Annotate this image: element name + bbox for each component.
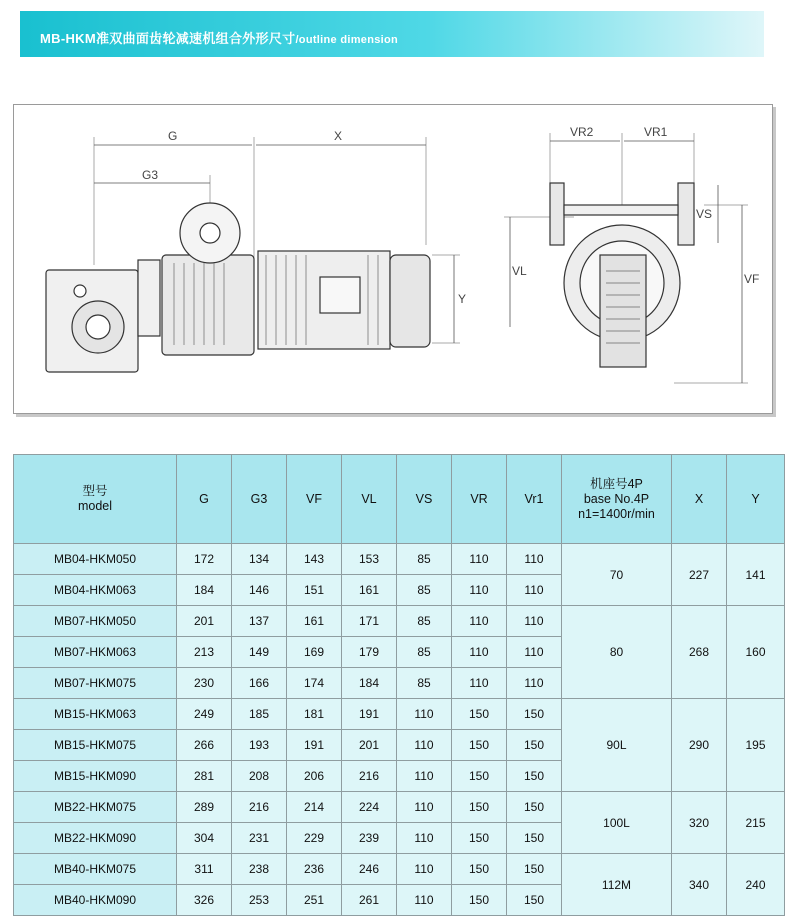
cell-y: 240 <box>727 854 785 916</box>
cell-vs: 85 <box>397 668 452 699</box>
cell-base: 90L <box>562 699 672 792</box>
cell-g3: 253 <box>232 885 287 916</box>
dim-label-g3: G3 <box>142 168 159 182</box>
cell-vr: 150 <box>452 761 507 792</box>
cell-vr: 110 <box>452 637 507 668</box>
cell-vr1: 150 <box>507 792 562 823</box>
header-vs: VS <box>397 455 452 544</box>
title-banner <box>20 11 764 57</box>
cell-vf: 143 <box>287 544 342 575</box>
cell-vs: 110 <box>397 854 452 885</box>
cell-vs: 110 <box>397 761 452 792</box>
header-model-en: model <box>77 499 113 513</box>
cell-model: MB15-HKM075 <box>14 730 177 761</box>
cell-vr1: 150 <box>507 885 562 916</box>
cell-vr: 150 <box>452 823 507 854</box>
cell-vr: 150 <box>452 730 507 761</box>
cell-vl: 201 <box>342 730 397 761</box>
cell-x: 227 <box>672 544 727 606</box>
cell-g: 326 <box>177 885 232 916</box>
cell-vs: 110 <box>397 823 452 854</box>
dim-label-vr2: VR2 <box>570 125 594 139</box>
cell-model: MB22-HKM090 <box>14 823 177 854</box>
cell-vr: 150 <box>452 854 507 885</box>
cell-x: 268 <box>672 606 727 699</box>
table-row <box>14 699 785 730</box>
cell-vl: 171 <box>342 606 397 637</box>
cell-y: 141 <box>727 544 785 606</box>
cell-vf: 181 <box>287 699 342 730</box>
cell-model: MB15-HKM063 <box>14 699 177 730</box>
cell-model: MB15-HKM090 <box>14 761 177 792</box>
dim-label-vr1: VR1 <box>644 125 668 139</box>
cell-vs: 110 <box>397 885 452 916</box>
cell-g3: 193 <box>232 730 287 761</box>
header-base-cn: 机座号4P <box>590 476 643 491</box>
cell-base: 112M <box>562 854 672 916</box>
header-g: G <box>177 455 232 544</box>
cell-g3: 185 <box>232 699 287 730</box>
header-x: X <box>672 455 727 544</box>
cell-model: MB07-HKM075 <box>14 668 177 699</box>
cell-vr1: 150 <box>507 730 562 761</box>
page-title <box>40 28 398 47</box>
cell-base: 80 <box>562 606 672 699</box>
header-base-en: base No.4P <box>583 491 650 506</box>
cell-model: MB07-HKM063 <box>14 637 177 668</box>
title-english: /outline dimension <box>295 34 399 46</box>
cell-g: 230 <box>177 668 232 699</box>
table-row <box>14 792 785 823</box>
cell-g3: 137 <box>232 606 287 637</box>
header-y: Y <box>727 455 785 544</box>
cell-y: 215 <box>727 792 785 854</box>
cell-vr1: 110 <box>507 606 562 637</box>
dim-label-vf: VF <box>744 272 760 286</box>
cell-g: 311 <box>177 854 232 885</box>
title-chinese: MB-HKM准双曲面齿轮减速机组合外形尺寸 <box>40 31 296 46</box>
header-model-cn: 型号 <box>82 484 108 498</box>
cell-g: 266 <box>177 730 232 761</box>
cell-vf: 161 <box>287 606 342 637</box>
front-view <box>46 203 430 372</box>
cell-vr1: 150 <box>507 854 562 885</box>
cell-g: 172 <box>177 544 232 575</box>
cell-vs: 85 <box>397 575 452 606</box>
cell-vr1: 110 <box>507 668 562 699</box>
cell-g3: 166 <box>232 668 287 699</box>
cell-vf: 236 <box>287 854 342 885</box>
cell-vs: 110 <box>397 699 452 730</box>
cell-model: MB40-HKM075 <box>14 854 177 885</box>
cell-vl: 191 <box>342 699 397 730</box>
dim-label-vl: VL <box>512 264 527 278</box>
cell-vr1: 110 <box>507 544 562 575</box>
cell-g: 289 <box>177 792 232 823</box>
cell-vr1: 150 <box>507 699 562 730</box>
side-view <box>550 183 694 367</box>
cell-vr1: 150 <box>507 761 562 792</box>
cell-g3: 216 <box>232 792 287 823</box>
header-base <box>562 455 672 544</box>
header-vr1: Vr1 <box>507 455 562 544</box>
cell-base: 100L <box>562 792 672 854</box>
cell-model: MB40-HKM090 <box>14 885 177 916</box>
cell-vr1: 110 <box>507 575 562 606</box>
dim-label-x: X <box>334 129 343 143</box>
cell-vl: 184 <box>342 668 397 699</box>
cell-model: MB07-HKM050 <box>14 606 177 637</box>
cell-vl: 239 <box>342 823 397 854</box>
cell-vr1: 110 <box>507 637 562 668</box>
dim-label-vs: VS <box>696 207 713 221</box>
cell-vs: 85 <box>397 606 452 637</box>
cell-vs: 85 <box>397 637 452 668</box>
outline-drawing <box>13 104 773 414</box>
table-row <box>14 544 785 575</box>
cell-g3: 238 <box>232 854 287 885</box>
cell-vr: 150 <box>452 885 507 916</box>
cell-vf: 206 <box>287 761 342 792</box>
cell-g: 281 <box>177 761 232 792</box>
cell-vf: 169 <box>287 637 342 668</box>
cell-x: 290 <box>672 699 727 792</box>
cell-g3: 134 <box>232 544 287 575</box>
cell-vr1: 150 <box>507 823 562 854</box>
cell-g3: 146 <box>232 575 287 606</box>
technical-drawing <box>14 105 772 413</box>
cell-g: 201 <box>177 606 232 637</box>
header-g3: G3 <box>232 455 287 544</box>
cell-g: 249 <box>177 699 232 730</box>
dim-label-g: G <box>168 129 178 143</box>
cell-y: 160 <box>727 606 785 699</box>
cell-vs: 85 <box>397 544 452 575</box>
table-row <box>14 606 785 637</box>
cell-vf: 174 <box>287 668 342 699</box>
cell-vf: 151 <box>287 575 342 606</box>
header-vl: VL <box>342 455 397 544</box>
cell-vr: 110 <box>452 544 507 575</box>
header-vf: VF <box>287 455 342 544</box>
header-vr: VR <box>452 455 507 544</box>
dim-label-y: Y <box>458 292 467 306</box>
cell-vs: 110 <box>397 730 452 761</box>
cell-vs: 110 <box>397 792 452 823</box>
cell-g: 304 <box>177 823 232 854</box>
header-model <box>14 455 177 544</box>
cell-vf: 191 <box>287 730 342 761</box>
cell-g: 213 <box>177 637 232 668</box>
cell-model: MB04-HKM050 <box>14 544 177 575</box>
cell-vr: 150 <box>452 699 507 730</box>
cell-model: MB04-HKM063 <box>14 575 177 606</box>
cell-vr: 110 <box>452 575 507 606</box>
table-header-row <box>14 455 785 544</box>
cell-y: 195 <box>727 699 785 792</box>
table-row <box>14 854 785 885</box>
cell-g3: 149 <box>232 637 287 668</box>
cell-base: 70 <box>562 544 672 606</box>
cell-vl: 153 <box>342 544 397 575</box>
cell-vr: 110 <box>452 668 507 699</box>
dimension-table <box>13 454 785 916</box>
cell-vl: 179 <box>342 637 397 668</box>
cell-vl: 246 <box>342 854 397 885</box>
cell-g: 184 <box>177 575 232 606</box>
cell-x: 320 <box>672 792 727 854</box>
cell-x: 340 <box>672 854 727 916</box>
cell-vr: 150 <box>452 792 507 823</box>
cell-vf: 251 <box>287 885 342 916</box>
cell-vl: 261 <box>342 885 397 916</box>
cell-vl: 216 <box>342 761 397 792</box>
cell-g3: 231 <box>232 823 287 854</box>
cell-vl: 161 <box>342 575 397 606</box>
cell-model: MB22-HKM075 <box>14 792 177 823</box>
cell-vl: 224 <box>342 792 397 823</box>
header-base-speed: n1=1400r/min <box>578 506 655 521</box>
cell-vr: 110 <box>452 606 507 637</box>
cell-g3: 208 <box>232 761 287 792</box>
cell-vf: 214 <box>287 792 342 823</box>
cell-vf: 229 <box>287 823 342 854</box>
